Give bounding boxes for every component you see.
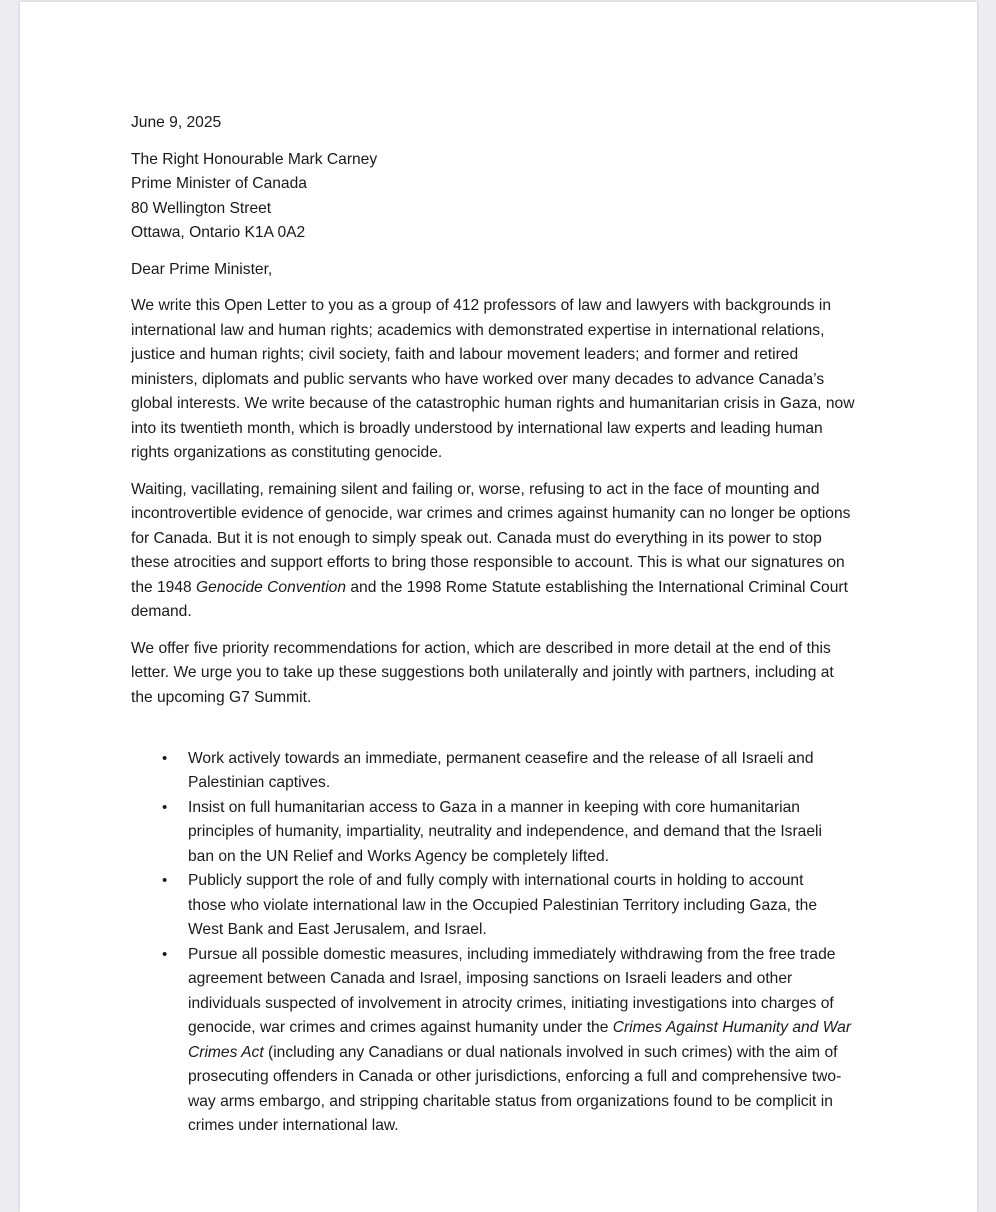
text-line: We write this Open Letter to you as a group of 412 professors of law and lawyers with backgrounds in [131, 297, 832, 314]
text-line: West Bank and East Jerusalem, and Israel. [188, 921, 487, 938]
bullet-icon: • [162, 872, 168, 889]
text-line: demand. [131, 603, 192, 620]
address-line: Prime Minister of Canada [131, 175, 307, 192]
italic-title: Genocide Convention [196, 578, 347, 596]
text-line: Insist on full humanitarian access to Gaza in a manner in keeping with core humanitarian [188, 798, 800, 816]
paragraph-2 [131, 478, 854, 625]
list-item [131, 943, 854, 1139]
list-item [131, 796, 854, 870]
text-line: way arms embargo, and stripping charitable status from organizations found to be complicit in [188, 1092, 833, 1110]
text-line: into its twentieth month, which is broadly understood by international law experts and leading human [131, 419, 823, 437]
text-line [131, 576, 854, 601]
letter-date: June 9, 2025 [131, 114, 222, 131]
text-segment: the 1948 [131, 578, 197, 596]
text-line: the upcoming G7 Summit. [131, 688, 312, 706]
text-line: these atrocities and support efforts to bring those responsible to account. This is what our signatures on [131, 554, 845, 571]
text-line: ministers, diplomats and public servants who have worked over many decades to advance Canada’s [131, 370, 825, 388]
salutation: Dear Prime Minister, [131, 260, 273, 278]
text-line: agreement between Canada and Israel, imposing sanctions on Israeli leaders and other [188, 970, 793, 987]
text-line: We offer five priority recommendations for action, which are described in more detail at the end of this [131, 639, 831, 657]
text-line [188, 1041, 854, 1066]
list-item [131, 747, 854, 796]
recipient-address [131, 148, 854, 246]
text-line: those who violate international law in the Occupied Palestinian Territory including Gaza, the [188, 896, 818, 914]
address-line: Ottawa, Ontario K1A 0A2 [131, 224, 306, 241]
text-line: ban on the UN Relief and Works Agency be completely lifted. [188, 847, 609, 865]
italic-title: Crimes Against Humanity and War [612, 1019, 852, 1036]
text-line: justice and human rights; civil society, faith and labour movement leaders; and former and retired [131, 346, 799, 363]
text-line: letter. We urge you to take up these suggestions both unilaterally and jointly with partners, including at [131, 664, 834, 681]
letter-body [131, 111, 854, 1139]
bullet-icon: • [162, 749, 168, 767]
recommendations-list [131, 747, 854, 1139]
text-line [188, 1016, 854, 1041]
text-line: principles of humanity, impartiality, neutrality and independence, and demand that the Israeli [188, 823, 822, 840]
italic-title: Crimes Act [188, 1043, 264, 1061]
text-line: Pursue all possible domestic measures, including immediately withdrawing from the free trade [188, 945, 836, 963]
paragraph-3 [131, 637, 854, 711]
text-line: incontrovertible evidence of genocide, war crimes and crimes against humanity can no longer be options [131, 505, 851, 522]
text-segment: (including any Canadians or dual nationals involved in such crimes) with the aim of [263, 1043, 838, 1061]
text-line: individuals suspected of involvement in atrocity crimes, initiating investigations into charges of [188, 994, 834, 1012]
text-line: prosecuting offenders in Canada or other jurisdictions, enforcing a full and comprehensive two- [188, 1068, 842, 1085]
text-line: international law and human rights; academics with demonstrated expertise in international relations, [131, 321, 825, 339]
list-item [131, 869, 854, 943]
text-line: crimes under international law. [188, 1117, 399, 1134]
text-segment: and the 1998 Rome Statute establishing the International Criminal Court [346, 578, 848, 596]
text-line: Palestinian captives. [188, 774, 331, 791]
text-line: global interests. We write because of the catastrophic human rights and humanitarian crisis in Gaza, now [131, 395, 855, 412]
text-line: for Canada. But it is not enough to simply speak out. Canada must do everything in its power to stop [131, 529, 822, 547]
paragraph-1 [131, 294, 854, 466]
bullet-icon: • [162, 945, 168, 963]
text-segment: genocide, war crimes and crimes against humanity under the [188, 1019, 613, 1036]
text-line: Waiting, vacillating, remaining silent and failing or, worse, refusing to act in the face of mounting and [131, 480, 820, 498]
text-line: Work actively towards an immediate, permanent ceasefire and the release of all Israeli and [188, 749, 814, 767]
text-line: rights organizations as constituting genocide. [131, 444, 443, 461]
text-line: Publicly support the role of and fully comply with international courts in holding to account [188, 872, 804, 889]
address-line: 80 Wellington Street [131, 199, 272, 217]
bullet-icon: • [162, 798, 168, 816]
document-page [20, 2, 977, 1212]
address-line: The Right Honourable Mark Carney [131, 150, 378, 168]
